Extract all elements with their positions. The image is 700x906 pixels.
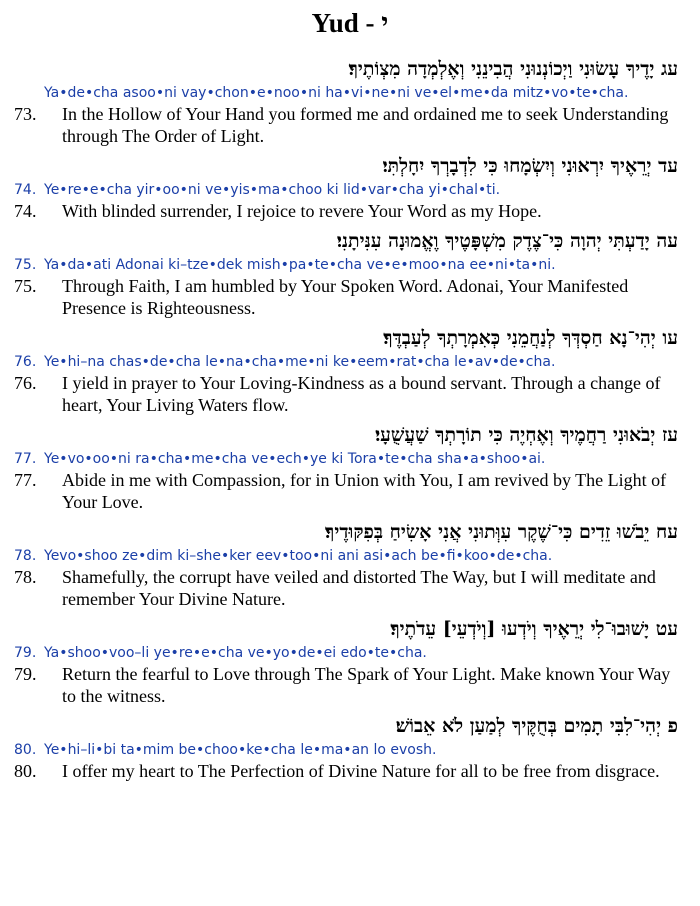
translation bbox=[14, 663, 686, 707]
transliteration bbox=[14, 644, 688, 663]
page-title-text: Yud - bbox=[311, 8, 382, 38]
transliteration-text: Ye•vo•oo•ni ra•cha•me•cha ve•ech•ye ki Tora•te•cha sha•a•shoo•ai. bbox=[44, 451, 546, 467]
verse-78 bbox=[0, 519, 700, 610]
translation-text: With blinded surrender, I rejoice to revere Your Word as my Hope. bbox=[62, 201, 542, 221]
translation bbox=[14, 372, 686, 416]
verse-number: 79. bbox=[14, 645, 37, 661]
verse-number: 80. bbox=[14, 761, 37, 781]
verse-number: 77. bbox=[14, 470, 37, 490]
translation-text: Return the fearful to Love through The Spark of Your Light. Make known Your Way to the witness. bbox=[62, 664, 671, 706]
translation bbox=[14, 275, 686, 319]
verse-list bbox=[0, 56, 700, 788]
verse-number: 78. bbox=[14, 567, 37, 587]
transliteration-text: Ya•da•ati Adonai ki–tze•dek mish•pa•te•cha ve•e•moo•na ee•ni•ta•ni. bbox=[44, 257, 556, 273]
verse-number: 79. bbox=[14, 664, 37, 684]
translation bbox=[14, 200, 686, 222]
transliteration-text: Ya•de•cha asoo•ni vay•chon•e•noo•ni ha•vi•ne•ni ve•el•me•da mitz•vo•te•cha. bbox=[44, 85, 629, 101]
transliteration bbox=[14, 84, 688, 103]
transliteration bbox=[14, 353, 688, 372]
transliteration-text: Ye•hi–na chas•de•cha le•na•cha•me•ni ke•eem•rat•cha le•av•de•cha. bbox=[44, 354, 556, 370]
verse-number bbox=[14, 84, 44, 103]
transliteration-text: Ya•shoo•voo–li ye•re•e•cha ve•yo•de•ei edo•te•cha. bbox=[44, 645, 427, 661]
translation-text: Abide in me with Compassion, for in Union with You, I am revived by The Light of Your Love. bbox=[62, 470, 667, 512]
transliteration-text: Ye•hi–li•bi ta•mim be•choo•ke•cha le•ma•an lo evosh. bbox=[44, 742, 437, 758]
verse-number: 75. bbox=[14, 257, 37, 273]
translation bbox=[14, 566, 686, 610]
translation-text: Through Faith, I am humbled by Your Spoken Word. Adonai, Your Manifested Presence is Righteousness. bbox=[62, 276, 629, 318]
transliteration bbox=[14, 741, 688, 760]
verse-73 bbox=[0, 56, 700, 147]
hebrew-text: עט יָשׁוּבוּ־לִי יְרֵאֶיךָ וְיֹדְעוּ [וְיֹדְעֵי] עֵדֹתֶיךָ׃ bbox=[390, 618, 678, 640]
hebrew-text: עה יָדַעְתִּי יְהוָה כִּי־צֶדֶק מִשְׁפָּטֶיךָ וֶאֱמוּנָה עִנִּיתָנִי׃ bbox=[336, 230, 678, 252]
verse-80 bbox=[0, 713, 700, 782]
transliteration-text: Yevo•shoo ze•dim ki–she•ker eev•too•ni ani asi•ach be•fi•koo•de•cha. bbox=[44, 548, 553, 564]
hebrew-text: עז יְבֹאוּנִי רַחֲמֶיךָ וְאֶחְיֶה כִּי תוֹרָתְךָ שַׁעֲשֻׁעָי׃ bbox=[375, 424, 678, 446]
verse-number: 75. bbox=[14, 276, 37, 296]
transliteration-text: Ye•re•e•cha yir•oo•ni ve•yis•ma•choo ki lid•var•cha yi•chal•ti. bbox=[44, 182, 501, 198]
hebrew-text: פ יְהִי־לִבִּי תָמִים בְּחֻקֶּיךָ לְמַעַן לֹא אֵבוֹשׁ׃ bbox=[395, 715, 678, 737]
verse-number: 80. bbox=[14, 742, 37, 758]
verse-77 bbox=[0, 422, 700, 513]
verse-number: 73. bbox=[14, 104, 37, 124]
hebrew-text: עח יֵבֹשׁוּ זֵדִים כִּי־שֶׁקֶר עִוְּתוּנִי אֲנִי אָשִׂיחַ בְּפִקּוּדֶיךָ׃ bbox=[325, 521, 678, 543]
hebrew-text: עג יָדֶיךָ עָשׂוּנִי וַיְכוֹנְנוּנִי הֲבִינֵנִי וְאֶלְמְדָה מִצְוֹתֶיךָ׃ bbox=[348, 58, 678, 80]
verse-75 bbox=[0, 228, 700, 319]
translation-text: I offer my heart to The Perfection of Divine Nature for all to be free from disgrace. bbox=[62, 761, 660, 781]
verse-number: 76. bbox=[14, 373, 37, 393]
verse-number: 77. bbox=[14, 451, 37, 467]
verse-number: 74. bbox=[14, 182, 37, 198]
verse-79 bbox=[0, 616, 700, 707]
hebrew-text: עו יְהִי־נָא חַסְדְּךָ לְנַחֲמֵנִי כְּאִמְרָתְךָ לְעַבְדֶּךָ׃ bbox=[383, 327, 678, 349]
transliteration bbox=[14, 256, 688, 275]
translation bbox=[14, 760, 686, 782]
translation-text: In the Hollow of Your Hand you formed me and ordained me to seek Understanding through The Order of Light. bbox=[62, 104, 669, 146]
translation bbox=[14, 103, 686, 147]
hebrew-text: עד יְרֵאֶיךָ יִרְאוּנִי וְיִשְׂמָחוּ כִּי לִדְבָרְךָ יִחָלְתִּי׃ bbox=[382, 155, 678, 177]
verse-74 bbox=[0, 153, 700, 222]
translation bbox=[14, 469, 686, 513]
translation-text: Shamefully, the corrupt have veiled and distorted The Way, but I will meditate and remember Your Divine Nature. bbox=[62, 567, 656, 609]
verse-number: 74. bbox=[14, 201, 37, 221]
transliteration bbox=[14, 181, 688, 200]
transliteration bbox=[14, 450, 688, 469]
translation-text: I yield in prayer to Your Loving-Kindness as a bound servant. Through a change of heart, Your Living Waters flow. bbox=[62, 373, 661, 415]
verse-number: 78. bbox=[14, 548, 37, 564]
transliteration bbox=[14, 547, 688, 566]
page-title-hebrew-letter: י bbox=[381, 8, 389, 39]
verse-76 bbox=[0, 325, 700, 416]
page-title bbox=[0, 6, 700, 41]
verse-number: 76. bbox=[14, 354, 37, 370]
